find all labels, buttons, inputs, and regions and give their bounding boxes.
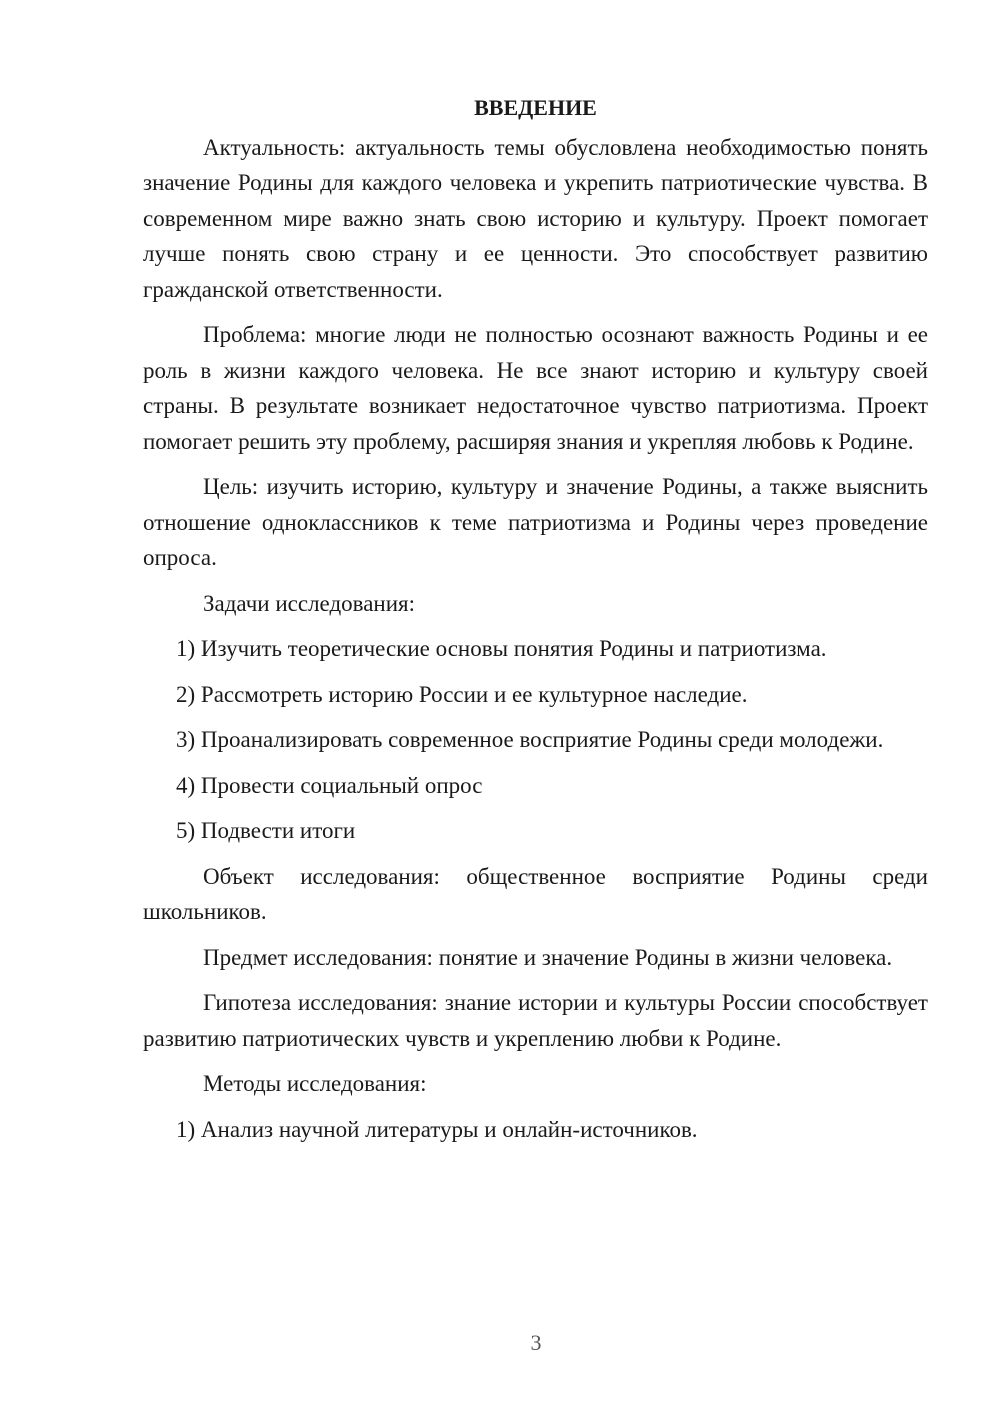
- subject-paragraph: Предмет исследования: понятие и значение Родины в жизни человека.: [203, 944, 893, 970]
- object-paragraph: Объект исследования: общественное восприятие Родины среди школьников.: [143, 863, 928, 924]
- tasks-heading: Задачи исследования:: [203, 590, 416, 616]
- task-item-3: 3) Проанализировать современное восприятие Родины среди молодежи.: [176, 727, 884, 752]
- method-item-1: 1) Анализ научной литературы и онлайн-источников.: [176, 1116, 698, 1142]
- relevance-paragraph: Актуальность: актуальность темы обусловлена необходимостью понять значение Родины для каждого человека и укрепить патриотические чувства. В современном мире важно знать свою историю и культуру. Проект помогает лучше понять свою страну и ее ценности. Это способствует развитию гражданской ответственности.: [143, 134, 928, 302]
- methods-heading: Методы исследования:: [203, 1071, 427, 1096]
- page-content: [143, 90, 928, 1157]
- task-item-2: 2) Рассмотреть историю России и ее культурное наследие.: [176, 681, 748, 707]
- page-title: ВВЕДЕНИЕ: [474, 95, 597, 120]
- hypothesis-paragraph: Гипотеза исследования: знание истории и культуры России способствует развитию патриотических чувств и укреплению любви к Родине.: [143, 990, 928, 1051]
- problem-paragraph: Проблема: многие люди не полностью осознают важность Родины и ее роль в жизни каждого человека. Не все знают историю и культуру своей страны. В результате возникает недостаточное чувство патриотизма. Проект помогает решить эту проблему, расширяя знания и укрепляя любовь к Родине.: [143, 322, 928, 454]
- page-number: 3: [530, 1330, 542, 1355]
- task-item-1: 1) Изучить теоретические основы понятия Родины и патриотизма.: [176, 636, 827, 661]
- task-item-4: 4) Провести социальный опрос: [176, 772, 483, 798]
- task-item-5: 5) Подвести итоги: [176, 818, 356, 843]
- goal-paragraph: Цель: изучить историю, культуру и значение Родины, а также выяснить отношение одноклассников к теме патриотизма и Родины через проведение опроса.: [143, 474, 928, 570]
